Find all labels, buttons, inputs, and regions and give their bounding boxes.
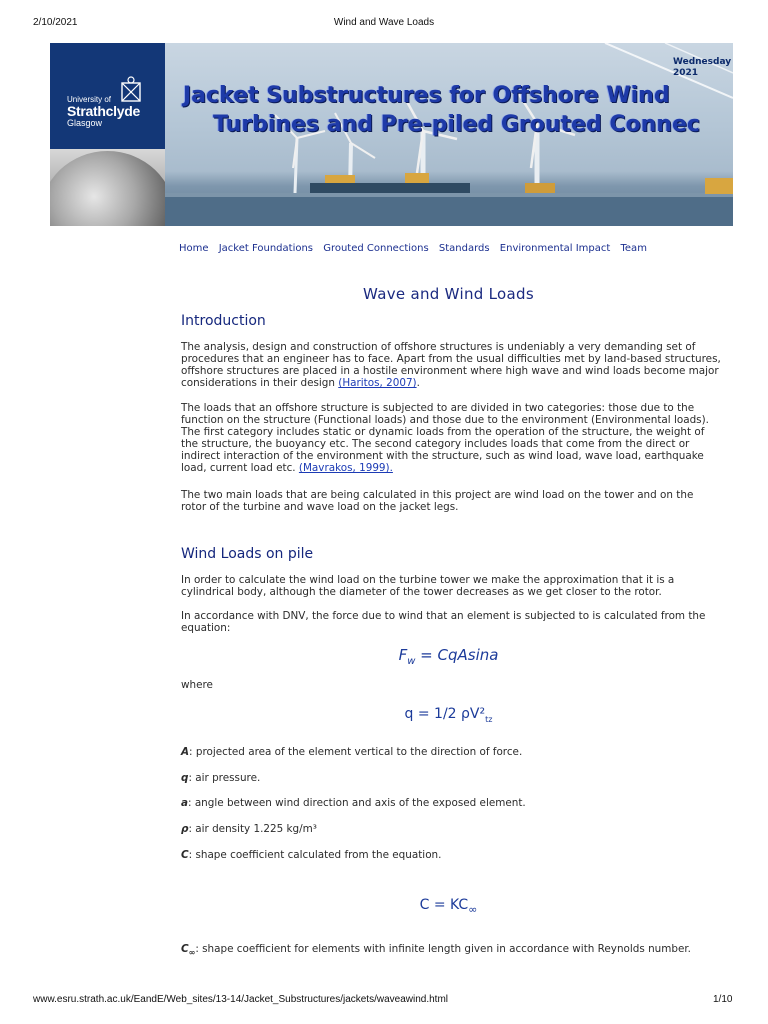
def-A-symbol: A [181, 746, 190, 758]
nav-home[interactable]: Home [179, 243, 209, 254]
intro-p2-text: The loads that an offshore structure is subjected to are divided in two categories: those due to the function on the structure (Functional loads) and those due to the environment (Environmental loads). The first category includes static or dynamic loads from the operation of the structure, the weight of the structure, the buoyancy etc. The second category includes loads that come from the direct or indirect interaction of the environment with the structure, such as wind load, wave load, earthquake load, current load etc. [181, 402, 709, 475]
intro-p1-text: The analysis, design and construction of offshore structures is undeniably a very demanding set of procedures that an engineer has to face. Apart from the usual difficulties met by land-based structures, offshore structures are placed in a hostile environment where high wave and wind loads become major considerations in their design [181, 341, 721, 390]
equation-wind-force [181, 646, 716, 667]
print-date: 2/10/2021 [33, 17, 78, 28]
where-label: where [181, 679, 213, 691]
intro-paragraph-3: The two main loads that are being calculated in this project are wind load on the tower and on the rotor of the turbine and wave load on the jacket legs. [181, 489, 694, 514]
eq2-sub: tz [485, 714, 493, 724]
def-a-symbol: a [181, 797, 189, 809]
banner-date-line1: Wednesday [673, 57, 732, 67]
eq1-lhs: F [398, 646, 408, 664]
logo-line1: University of [67, 95, 112, 104]
wind-paragraph-1: In order to calculate the wind load on the turbine tower we make the approximation that it is a cylindrical body, although the diameter of the tower decreases as we get closer to the rotor. [181, 574, 675, 599]
nav-grouted-connections[interactable]: Grouted Connections [323, 243, 429, 254]
banner-date-line2: 2021 [673, 68, 699, 78]
main-nav [179, 243, 654, 254]
eq2-main: q = 1/2 ρV² [404, 706, 486, 722]
def-C-text: : shape coefficient calculated from the equation. [188, 849, 442, 861]
eq1-sub: w [407, 656, 416, 667]
definition-a [181, 797, 721, 809]
site-banner [50, 43, 733, 226]
nav-environmental-impact[interactable]: Environmental Impact [499, 243, 611, 254]
banner-title [183, 81, 700, 139]
university-logo[interactable] [50, 43, 165, 226]
banner-title-line2: Turbines and Pre-piled Grouted Connec [213, 112, 700, 137]
eq3-sub: ∞ [468, 902, 478, 916]
cinf-sub: ∞ [188, 948, 196, 958]
nav-team[interactable]: Team [620, 243, 647, 254]
print-header [0, 17, 768, 29]
page-title: Wave and Wind Loads [363, 285, 534, 303]
logo-text [67, 96, 140, 129]
equation-air-pressure [181, 706, 716, 724]
intro-paragraph-2 [181, 402, 721, 475]
eq1-rhs: = CqAsina [415, 646, 499, 664]
ref-mavrakos-link[interactable]: (Mavrakos, 1999). [298, 462, 393, 475]
wind-paragraph-2: In accordance with DNV, the force due to wind that an element is subjected to is calculated from the equation: [181, 610, 706, 635]
cinf-text: : shape coefficient for elements with infinite length given in accordance with Reynolds number. [195, 943, 691, 955]
print-url: www.esru.strath.ac.uk/EandE/Web_sites/13-14/Jacket_Substructures/jackets/waveawind.html [33, 994, 449, 1005]
section-heading-introduction: Introduction [181, 313, 266, 329]
definition-q [181, 772, 721, 784]
definition-C-infinity [181, 943, 721, 959]
definition-C [181, 849, 721, 861]
banner-photo [165, 43, 733, 226]
banner-title-line1: Jacket Substructures for Offshore Wind [183, 83, 670, 108]
banner-date [673, 57, 731, 79]
def-q-symbol: q [181, 772, 189, 784]
def-rho-symbol: ρ [181, 823, 189, 835]
def-C-symbol: C [181, 849, 189, 861]
def-rho-text: : air density 1.225 kg/m³ [188, 823, 317, 835]
nav-standards[interactable]: Standards [438, 243, 490, 254]
logo-line2: Strathclyde [67, 103, 140, 120]
eq3-main: C = KC [419, 897, 469, 913]
equation-shape-coefficient [181, 897, 716, 916]
logo-line3: Glasgow [67, 118, 103, 129]
def-A-text: : projected area of the element vertical to the direction of force. [189, 746, 523, 758]
ref-haritos-link[interactable]: (Haritos, 2007) [338, 377, 417, 390]
intro-p1-end: . [416, 377, 420, 390]
definition-rho [181, 823, 721, 835]
print-page-number: 1/10 [713, 994, 733, 1005]
intro-paragraph-1 [181, 341, 721, 389]
section-heading-wind-loads: Wind Loads on pile [181, 546, 314, 562]
cinf-symbol: C [181, 943, 189, 955]
def-q-text: : air pressure. [188, 772, 261, 784]
nav-jacket-foundations[interactable]: Jacket Foundations [218, 243, 314, 254]
definition-A [181, 746, 721, 758]
def-a-text: : angle between wind direction and axis of the exposed element. [188, 797, 526, 809]
print-title: Wind and Wave Loads [333, 17, 435, 28]
